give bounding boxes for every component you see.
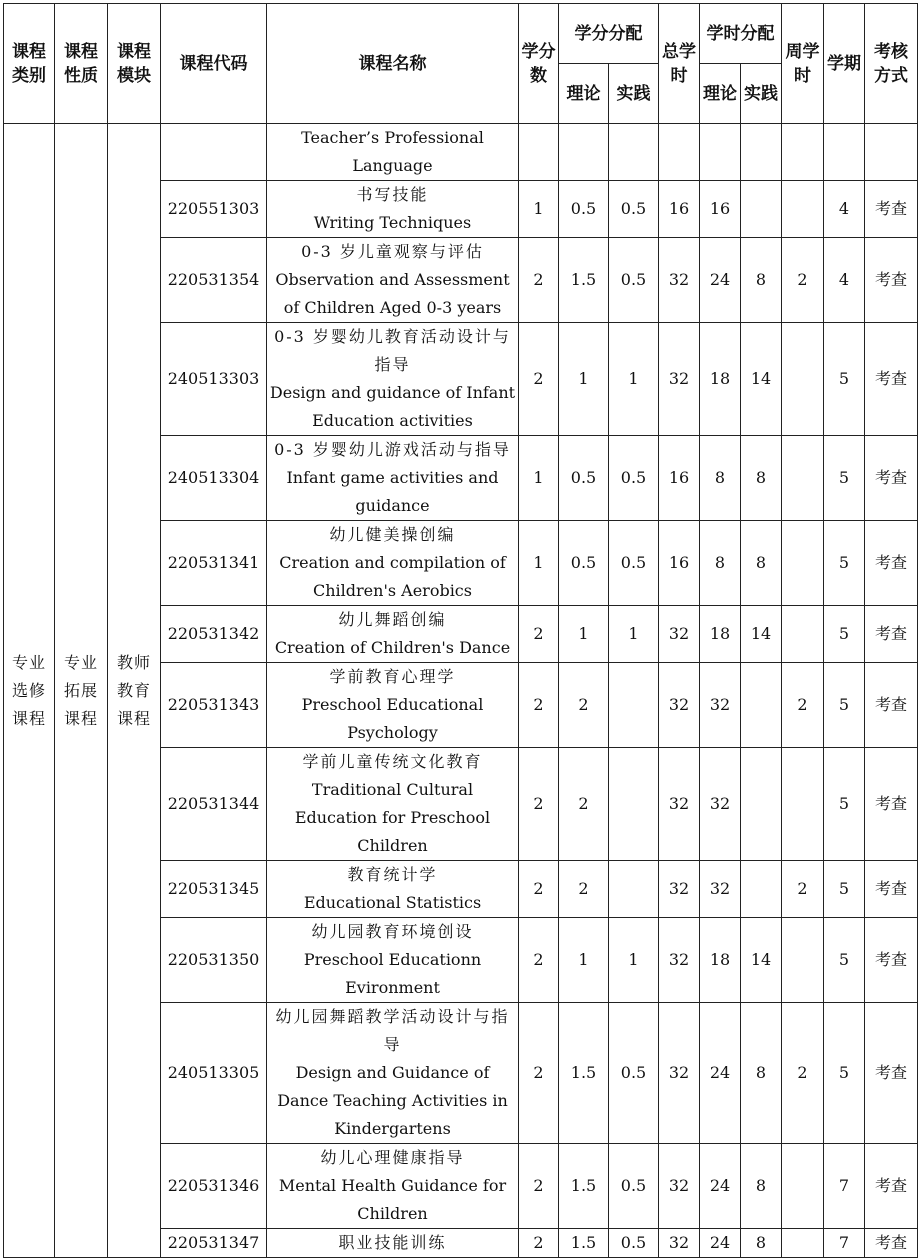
course-code: 220531342 — [161, 606, 267, 663]
header-weekly-hours: 周学时 — [782, 4, 824, 124]
hour-practice: 8 — [741, 1003, 782, 1144]
course-name — [267, 1144, 519, 1229]
course-name-en: Traditional Cultural Education for Preschool Children — [294, 780, 491, 855]
assessment — [865, 124, 918, 181]
course-name-cn: 职业技能训练 — [338, 1233, 447, 1252]
credits: 2 — [519, 1003, 559, 1144]
hour-practice — [741, 748, 782, 861]
credit-practice: 1 — [609, 323, 659, 436]
course-table — [3, 3, 918, 1258]
header-credit-distribution: 学分分配 — [559, 4, 659, 64]
credits: 2 — [519, 918, 559, 1003]
course-name — [267, 663, 519, 748]
course-name — [267, 181, 519, 238]
course-name-cn: 0-3 岁儿童观察与评估 — [301, 242, 484, 261]
weekly-hours: 2 — [782, 663, 824, 748]
total-hours: 32 — [659, 1229, 700, 1258]
total-hours: 32 — [659, 606, 700, 663]
course-name-en: Creation and compilation of Children's Aerobics — [279, 553, 506, 600]
weekly-hours — [782, 1229, 824, 1258]
credit-theory: 0.5 — [559, 181, 609, 238]
semester: 5 — [824, 436, 865, 521]
hour-theory: 18 — [700, 606, 741, 663]
credit-theory: 0.5 — [559, 436, 609, 521]
total-hours: 32 — [659, 323, 700, 436]
semester: 5 — [824, 606, 865, 663]
credit-theory: 1.5 — [559, 1144, 609, 1229]
header-module: 课程模块 — [108, 4, 161, 124]
course-code: 220531346 — [161, 1144, 267, 1229]
hour-practice: 8 — [741, 1144, 782, 1229]
semester: 5 — [824, 861, 865, 918]
header-semester: 学期 — [824, 4, 865, 124]
course-code: 220531344 — [161, 748, 267, 861]
course-name-cn: 学前教育心理学 — [329, 667, 456, 686]
course-name — [267, 124, 519, 181]
course-module: 教师教育课程 — [108, 124, 161, 1258]
credit-theory: 2 — [559, 861, 609, 918]
credits — [519, 124, 559, 181]
assessment: 考查 — [865, 436, 918, 521]
hour-practice: 14 — [741, 918, 782, 1003]
course-name-en: Teacher’s Professional Language — [301, 128, 484, 175]
credit-practice: 1 — [609, 918, 659, 1003]
table-row — [4, 124, 918, 181]
hour-theory: 18 — [700, 323, 741, 436]
course-name-cn: 幼儿园教育环境创设 — [311, 922, 474, 941]
header-credits: 学分数 — [519, 4, 559, 124]
course-name — [267, 918, 519, 1003]
course-name-cn: 书写技能 — [356, 185, 429, 204]
header-credit-practice: 实践 — [609, 64, 659, 124]
assessment: 考查 — [865, 861, 918, 918]
credit-practice: 0.5 — [609, 521, 659, 606]
header-name: 课程名称 — [267, 4, 519, 124]
assessment: 考查 — [865, 663, 918, 748]
course-name-en: Design and Guidance of Dance Teaching Activities in Kindergartens — [277, 1063, 508, 1138]
course-code: 220531354 — [161, 238, 267, 323]
credits: 2 — [519, 606, 559, 663]
header-total-hours: 总学时 — [659, 4, 700, 124]
credits: 2 — [519, 238, 559, 323]
credit-practice: 0.5 — [609, 181, 659, 238]
weekly-hours: 2 — [782, 238, 824, 323]
hour-theory: 24 — [700, 1003, 741, 1144]
total-hours: 16 — [659, 436, 700, 521]
credit-theory: 1.5 — [559, 1003, 609, 1144]
semester: 5 — [824, 663, 865, 748]
course-category: 专业选修课程 — [4, 124, 55, 1258]
course-name — [267, 521, 519, 606]
credit-theory — [559, 124, 609, 181]
weekly-hours — [782, 436, 824, 521]
total-hours: 32 — [659, 918, 700, 1003]
course-name-cn: 0-3 岁婴幼儿教育活动设计与指导 — [274, 327, 511, 374]
hour-practice: 14 — [741, 606, 782, 663]
course-name-en: Design and guidance of Infant Education activities — [269, 383, 516, 430]
semester: 7 — [824, 1229, 865, 1258]
assessment: 考查 — [865, 1229, 918, 1258]
credits: 2 — [519, 1144, 559, 1229]
hour-theory: 8 — [700, 436, 741, 521]
total-hours: 16 — [659, 181, 700, 238]
semester: 4 — [824, 238, 865, 323]
hour-theory: 24 — [700, 1229, 741, 1258]
credit-practice — [609, 748, 659, 861]
course-name-en: Infant game activities and guidance — [286, 468, 499, 515]
credit-practice: 1 — [609, 606, 659, 663]
weekly-hours — [782, 918, 824, 1003]
hour-practice: 8 — [741, 1229, 782, 1258]
credits: 1 — [519, 521, 559, 606]
total-hours: 32 — [659, 1144, 700, 1229]
credits: 1 — [519, 436, 559, 521]
hour-practice — [741, 663, 782, 748]
weekly-hours — [782, 181, 824, 238]
course-name-en: Preschool Educational Psychology — [301, 695, 484, 742]
header-assessment: 考核方式 — [865, 4, 918, 124]
credit-theory: 1 — [559, 606, 609, 663]
header-nature: 课程性质 — [55, 4, 108, 124]
course-code: 220531345 — [161, 861, 267, 918]
total-hours: 32 — [659, 861, 700, 918]
assessment: 考查 — [865, 918, 918, 1003]
semester: 5 — [824, 323, 865, 436]
weekly-hours — [782, 323, 824, 436]
course-code: 220531347 — [161, 1229, 267, 1258]
credit-theory: 1.5 — [559, 1229, 609, 1258]
total-hours: 32 — [659, 1003, 700, 1144]
course-name-en: Preschool Educationn Evironment — [303, 950, 482, 997]
assessment: 考查 — [865, 1144, 918, 1229]
credits: 2 — [519, 663, 559, 748]
hour-theory: 24 — [700, 238, 741, 323]
credit-theory: 1 — [559, 918, 609, 1003]
credit-theory: 1 — [559, 323, 609, 436]
weekly-hours — [782, 1144, 824, 1229]
header-category: 课程类别 — [4, 4, 55, 124]
header-hour-theory: 理论 — [700, 64, 741, 124]
credit-practice: 0.5 — [609, 1144, 659, 1229]
credits: 2 — [519, 1229, 559, 1258]
course-name — [267, 1229, 519, 1258]
semester: 5 — [824, 1003, 865, 1144]
course-code — [161, 124, 267, 181]
hour-practice — [741, 124, 782, 181]
assessment: 考查 — [865, 521, 918, 606]
course-code: 220531350 — [161, 918, 267, 1003]
hour-theory: 8 — [700, 521, 741, 606]
header-credit-theory: 理论 — [559, 64, 609, 124]
course-code: 220531341 — [161, 521, 267, 606]
weekly-hours — [782, 606, 824, 663]
hour-practice: 8 — [741, 238, 782, 323]
credit-practice — [609, 861, 659, 918]
weekly-hours — [782, 124, 824, 181]
course-name-en: Mental Health Guidance for Children — [278, 1176, 507, 1223]
credit-practice: 0.5 — [609, 1003, 659, 1144]
hour-practice: 14 — [741, 323, 782, 436]
assessment: 考查 — [865, 606, 918, 663]
course-name-en: Writing Techniques — [313, 213, 472, 232]
semester: 5 — [824, 521, 865, 606]
course-name-cn: 幼儿舞蹈创编 — [338, 610, 447, 629]
course-name-cn: 幼儿园舞蹈教学活动设计与指导 — [275, 1007, 510, 1054]
hour-theory: 32 — [700, 861, 741, 918]
credits: 1 — [519, 181, 559, 238]
hour-theory — [700, 124, 741, 181]
course-code: 240513305 — [161, 1003, 267, 1144]
course-nature: 专业拓展课程 — [55, 124, 108, 1258]
credit-theory: 2 — [559, 663, 609, 748]
course-code: 220551303 — [161, 181, 267, 238]
course-name-cn: 教育统计学 — [347, 865, 438, 884]
hour-theory: 32 — [700, 663, 741, 748]
hour-theory: 18 — [700, 918, 741, 1003]
credit-practice: 0.5 — [609, 238, 659, 323]
total-hours: 32 — [659, 748, 700, 861]
total-hours: 32 — [659, 663, 700, 748]
course-name — [267, 861, 519, 918]
course-name-cn: 学前儿童传统文化教育 — [302, 752, 483, 771]
assessment: 考查 — [865, 323, 918, 436]
credits: 2 — [519, 861, 559, 918]
assessment: 考查 — [865, 748, 918, 861]
course-name-cn: 幼儿健美操创编 — [329, 525, 456, 544]
header-code: 课程代码 — [161, 4, 267, 124]
total-hours — [659, 124, 700, 181]
course-name-en: Educational Statistics — [303, 893, 482, 912]
course-name — [267, 1003, 519, 1144]
credits: 2 — [519, 323, 559, 436]
credit-theory: 2 — [559, 748, 609, 861]
weekly-hours: 2 — [782, 1003, 824, 1144]
credit-practice — [609, 663, 659, 748]
semester: 7 — [824, 1144, 865, 1229]
semester: 4 — [824, 181, 865, 238]
course-name — [267, 748, 519, 861]
course-name — [267, 606, 519, 663]
semester — [824, 124, 865, 181]
hour-practice — [741, 861, 782, 918]
course-name — [267, 238, 519, 323]
course-name — [267, 323, 519, 436]
hour-practice: 8 — [741, 521, 782, 606]
course-name-cn: 0-3 岁婴幼儿游戏活动与指导 — [274, 440, 511, 459]
semester: 5 — [824, 748, 865, 861]
total-hours: 32 — [659, 238, 700, 323]
semester: 5 — [824, 918, 865, 1003]
weekly-hours — [782, 521, 824, 606]
assessment: 考查 — [865, 238, 918, 323]
assessment: 考查 — [865, 181, 918, 238]
course-name-en: Observation and Assessment of Children Aged 0-3 years — [275, 270, 510, 317]
hour-theory: 32 — [700, 748, 741, 861]
weekly-hours: 2 — [782, 861, 824, 918]
assessment: 考查 — [865, 1003, 918, 1144]
credit-practice: 0.5 — [609, 436, 659, 521]
hour-theory: 16 — [700, 181, 741, 238]
header-hour-practice: 实践 — [741, 64, 782, 124]
hour-practice — [741, 181, 782, 238]
course-code: 240513303 — [161, 323, 267, 436]
course-code: 240513304 — [161, 436, 267, 521]
header-hour-distribution: 学时分配 — [700, 4, 782, 64]
course-code: 220531343 — [161, 663, 267, 748]
course-name-en: Creation of Children's Dance — [274, 638, 511, 657]
credit-practice — [609, 124, 659, 181]
weekly-hours — [782, 748, 824, 861]
credits: 2 — [519, 748, 559, 861]
credit-theory: 0.5 — [559, 521, 609, 606]
course-name-cn: 幼儿心理健康指导 — [320, 1148, 465, 1167]
credit-theory: 1.5 — [559, 238, 609, 323]
course-name — [267, 436, 519, 521]
hour-practice: 8 — [741, 436, 782, 521]
hour-theory: 24 — [700, 1144, 741, 1229]
total-hours: 16 — [659, 521, 700, 606]
credit-practice: 0.5 — [609, 1229, 659, 1258]
